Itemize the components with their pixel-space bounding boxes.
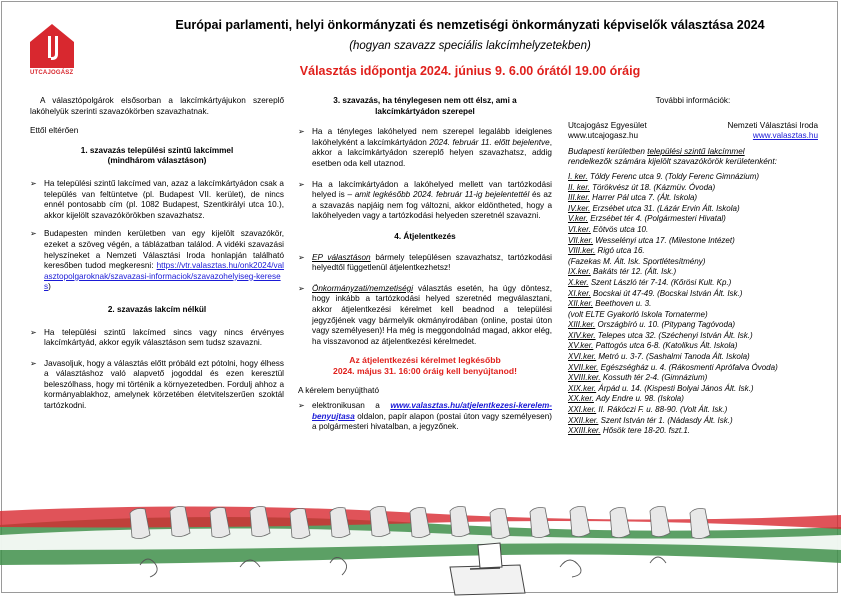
section4-title: 4. Átjelentkezés — [394, 231, 456, 241]
arrow-bullet-icon: ➢ — [298, 401, 305, 411]
district-number: XXII.ker. — [568, 415, 599, 425]
district-row — [568, 310, 818, 321]
district-address: Metró u. 3-7. (Sashalmi Tanoda Ált. Iskola) — [596, 352, 750, 362]
list-item — [30, 179, 284, 221]
arrow-bullet-icon: ➢ — [298, 252, 305, 262]
arrow-bullet-icon: ➢ — [298, 127, 305, 137]
district-address: Erzsébet tér 4. (Polgármesteri Hivatal) — [588, 214, 726, 224]
district-number: XXI.ker. — [568, 405, 597, 415]
district-list-intro — [568, 147, 818, 168]
bullet-text: Ha a lakcímkártyádon a lakóhelyed mellett van tartózkodási helyed is – — [312, 179, 552, 200]
list-item — [298, 253, 552, 274]
district-address: Hősök tere 18-20. fszt.1. — [600, 426, 690, 436]
ballot-row — [130, 507, 710, 539]
deadline-line2: 2024. május 31. 16:00 óráig kell benyújtanod! — [333, 365, 517, 376]
district-number: XVII.ker. — [568, 362, 599, 372]
district-address: Bocskai út 47-49. (Bocskai István Ált. Isk.) — [590, 288, 743, 298]
section3-title — [298, 96, 552, 117]
district-address: Szent István tér 1. (Nádasdy Ált. Isk.) — [598, 415, 733, 425]
district-row — [568, 352, 818, 363]
district-address: Bakáts tér 12. (Ált. Isk.) — [590, 267, 677, 277]
list-item — [30, 328, 284, 349]
district-address: Szent László tér 7-14. (Kőrösi Kult. Kp.) — [588, 277, 732, 287]
district-row — [568, 183, 818, 194]
district-address: II. Rákóczi F. u. 88-90. (Volt Ált. Isk.) — [596, 405, 728, 415]
district-address: Telepes utca 32. (Széchenyi István Ált. Isk.) — [595, 330, 753, 340]
district-row — [568, 172, 818, 183]
district-address: Ady Endre u. 98. (Iskola) — [593, 394, 684, 404]
district-row — [568, 204, 818, 215]
list-item — [30, 229, 284, 293]
bullet-underline: Önkormányzati/nemzetiségi — [312, 283, 414, 293]
district-address: Eötvös utca 10. — [590, 224, 649, 234]
bullet-text: Ha települési szintű lakcímed sincs vagy nincs érvényes lakcímkártyád, akkor egyik választáson sem tudsz szavazni. — [44, 327, 284, 348]
district-row — [568, 331, 818, 342]
district-address: Árpád u. 14. (Kispesti Bolyai János Ált. Isk.) — [596, 383, 754, 393]
district-row — [568, 257, 818, 268]
district-intro-underline: települési szintű lakcímmel — [647, 146, 745, 156]
district-row — [568, 236, 818, 247]
district-row — [568, 193, 818, 204]
logo-text: UTCAJOGÁSZ — [30, 70, 74, 76]
district-row — [568, 320, 818, 331]
section1-title — [30, 146, 284, 167]
utcajogasz-logo-icon — [28, 22, 76, 70]
district-number: I. ker. — [568, 171, 588, 181]
section1-title-line2: (mindhárom választáson) — [107, 156, 207, 166]
arrow-bullet-icon: ➢ — [30, 327, 37, 337]
bullet-text-end: oldalon, papír alapon (postai úton vagy személyesen) a polgármesteri hivatalban, a jegyzőnek. — [312, 411, 552, 432]
district-number: VI.ker. — [568, 224, 591, 234]
org1-url[interactable]: www.utcajogasz.hu — [568, 131, 639, 141]
district-list — [568, 172, 818, 437]
district-row — [568, 289, 818, 300]
district-number: VIII.ker. — [568, 246, 596, 256]
list-item — [298, 284, 552, 348]
list-item — [298, 127, 552, 169]
district-row — [568, 426, 818, 437]
bullet-date: 2024. február 11. előtt bejelentve — [429, 137, 550, 147]
district-address: Erzsébet utca 31. (Lázár Ervin Ált. Iskola) — [590, 203, 740, 213]
bullet-text: Javasoljuk, hogy a választás előtt próbáld ezt pótolni, hogy élhess a választáshoz való alapvető jogoddal és ezen keresztül beleszólhass, hogy mi történik a környezetedben. Fordulj ahhoz a kormányablakhoz, amelynek körzetében életvitelszerűen szoktál tartózkodni. — [44, 358, 284, 411]
district-number: XIX.ker. — [568, 383, 597, 393]
intro-sentence: A választópolgárok elsősorban a lakcímkártyájukon szereplő lakóhelyük szerinti szavazókörben szavazhatnak. — [30, 96, 284, 116]
district-row — [568, 278, 818, 289]
district-row — [568, 363, 818, 374]
district-row — [568, 373, 818, 384]
district-number: XVIII.ker. — [568, 373, 601, 383]
page-subtitle: (hogyan szavazz speciális lakcímhelyzetekben) — [349, 40, 591, 52]
district-number: III.ker. — [568, 193, 590, 203]
district-number: XI.ker. — [568, 288, 591, 298]
section1-title-line1: 1. szavazás települési szintű lakcímmel — [80, 145, 234, 155]
district-address: Egészségház u. 4. (Rákosmenti Aprófalva Óvoda) — [598, 362, 778, 372]
bullet-text: választás esetén, ha úgy döntesz, hogy inkább a tartózkodási helyed szeretnéd megválasztani, akkor átjelentkezési kérelmet kell beadnod a települési jegyzőjének vagy bármelyik okmányirodában (online, postai úton vagy személyesen)! Ha még is meggondolnád magad, akkor elég, ha visszavonod az átjelentkezési kérelmedet. — [312, 283, 552, 346]
column-middle — [298, 96, 552, 433]
arrow-bullet-icon: ➢ — [298, 283, 305, 293]
bullet-text-end: ) — [48, 282, 51, 292]
district-number: XX.ker. — [568, 394, 594, 404]
atjelentkezes-link[interactable]: www.valasztas.hu/atjelentkezesi-kerelem-benyujtasa — [312, 401, 553, 421]
org2-name: Nemzeti Választási Iroda — [727, 120, 818, 130]
district-address: Kossuth tér 2-4. (Gimnázium) — [600, 373, 708, 383]
submit-intro: A kérelem benyújtható — [298, 386, 380, 396]
district-number: IV.ker. — [568, 203, 591, 213]
bullet-text: bármely településen szavazhatsz, tartózkodási helyedtől függetlenül átjelentkezhetsz! — [312, 252, 552, 273]
bullet-italic: amit legkésőbb 2024. február 11-ig bejelentettél — [354, 190, 530, 200]
district-address: Törökvész út 18. (Kázmüv. Óvoda) — [589, 182, 716, 192]
district-address: (volt ELTE Gyakorló Iskola Tornaterme) — [568, 309, 708, 319]
district-number: XII.ker. — [568, 299, 594, 309]
district-row — [568, 225, 818, 236]
district-address: Pattogós utca 6-8. (Katolikus Ált. Iskola) — [593, 341, 738, 351]
deadline-line1: Az átjelentkezési kérelmet legkésőbb — [349, 355, 501, 366]
vtr-search-link[interactable]: https://vtr.valasztas.hu/onk2024/valasztopolgaroknak/szavazasi-informaciok/szavazohelyiseg-kereses — [44, 261, 284, 292]
district-address: Országbíró u. 10. (Pitypang Tagóvoda) — [595, 320, 736, 330]
exception-text: Ettől eltérően — [30, 126, 79, 136]
district-row — [568, 416, 818, 427]
district-row — [568, 299, 818, 310]
district-address: (Fazekas M. Ált. Isk. Sportlétesítmény) — [568, 256, 706, 266]
district-row — [568, 394, 818, 405]
district-number: VII.ker. — [568, 235, 594, 245]
district-intro-a: Budapesti kerületben — [568, 146, 645, 156]
section3-title-line1: 3. szavazás, ha ténylegesen nem ott élsz, ami a — [333, 96, 517, 105]
bullet-text: Budapesten minden kerületben van egy kijelölt szavazókör, ezeket a szöveg végén, a táblázatban találod. A vidéki szavazási helyszíneket a Nemzeti Választási Iroda honlapján található keresőben tudod megkeresni: — [44, 229, 284, 271]
org-row-urls — [568, 131, 818, 142]
section3-title-line2: lakcímkártyádon szerepel — [375, 106, 475, 116]
column-left — [30, 96, 284, 412]
arrow-bullet-icon: ➢ — [30, 178, 37, 188]
arrow-bullet-icon: ➢ — [30, 229, 37, 239]
org1-name: Utcajogász Egyesület — [568, 120, 647, 130]
district-address: Wesselényi utca 17. (Milestone Intézet) — [593, 235, 735, 245]
bullet-underline: EP választáson — [312, 252, 371, 262]
bullet-text-end: és az a szavazás napjáig nem fog változni, akkor eldöntheted, hogy a lakóhelyeden vagy a tartózkodási helyeden szeretnél szavazni. — [312, 190, 552, 221]
district-row — [568, 341, 818, 352]
district-number: II. ker. — [568, 182, 590, 192]
district-number: IX.ker. — [568, 267, 591, 277]
district-row — [568, 405, 818, 416]
column-right — [568, 96, 818, 437]
arrow-bullet-icon: ➢ — [298, 179, 305, 189]
district-number: XIII.ker. — [568, 320, 596, 330]
org2-url-link[interactable]: www.valasztas.hu — [752, 131, 818, 141]
bullet-text: elektronikusan a — [312, 401, 380, 411]
arrow-bullet-icon: ➢ — [30, 358, 37, 368]
district-number: XXIII.ker. — [568, 426, 601, 436]
bullet-text-end: , akkor a lakcímkártyádon szereplő helyen szavazhatsz, addig esetben oda kell utaznod. — [312, 137, 552, 168]
more-info-title: További információk: — [655, 96, 731, 105]
district-number: XV.ker. — [568, 341, 594, 351]
page-title: Európai parlamenti, helyi önkormányzati és nemzetiségi önkormányzati képviselők választása 2024 — [175, 18, 765, 32]
district-address: Tóldy Ferenc utca 9. (Toldy Ferenc Gimnázium) — [587, 171, 760, 181]
district-address: Beethoven u. 3. — [593, 299, 652, 309]
org-row-names — [568, 121, 818, 132]
district-number: XIV.ker. — [568, 330, 596, 340]
section2-title: 2. szavazás lakcím nélkül — [107, 304, 207, 314]
district-number: XVI.ker. — [568, 352, 597, 362]
district-row — [568, 267, 818, 278]
deadline-text — [298, 355, 552, 376]
bullet-text: Ha a tényleges lakóhelyed nem szerepel legalább ideiglenes lakóhelyként a lakcímkártyádon — [312, 127, 552, 147]
district-intro-b: rendelkezők számára kijelölt szavazókörök kerületenként: — [568, 157, 777, 167]
list-item — [298, 180, 552, 222]
list-item — [30, 359, 284, 412]
footer-illustration — [0, 505, 841, 596]
district-row — [568, 246, 818, 257]
district-number: V.ker. — [568, 214, 589, 224]
district-address: Rigó utca 16. — [595, 246, 645, 256]
election-date: Választás időpontja 2024. június 9. 6.00 órától 19.00 óráig — [299, 64, 641, 78]
list-item — [298, 401, 552, 433]
intro-text — [30, 96, 284, 117]
bullet-text: Ha települési szintű lakcímed van, azaz a lakcímkártyádon csak a település van feltüntetve (pl. Budapest VII. kerület), de nincs ennél pontosabb cím (pl. 1082 Budapest, Szentkirályi utca 10.), akkor kijelölt szavazókörökben szavazhatsz. — [44, 178, 284, 220]
district-number: X.ker. — [568, 277, 589, 287]
district-row — [568, 214, 818, 225]
district-address: Harrer Pál utca 7. (Ált. Iskola) — [589, 193, 698, 203]
district-row — [568, 384, 818, 395]
